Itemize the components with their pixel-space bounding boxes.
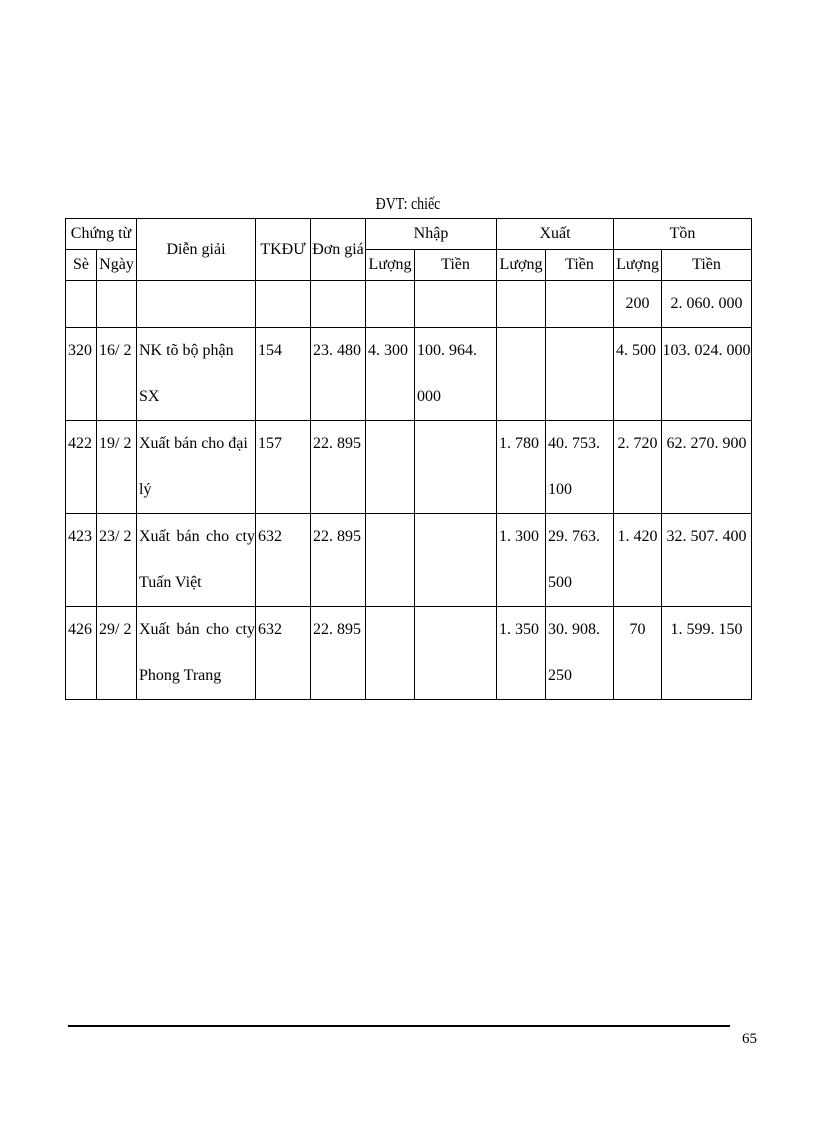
opening-ton-tien: 2. 060. 000: [662, 281, 752, 328]
cell-nhap-luong: [366, 514, 415, 607]
cell-nhap-tien: [415, 607, 497, 700]
cell-ngay: 19/ 2: [97, 421, 137, 514]
cell-tkdu: 632: [256, 514, 311, 607]
opening-balance-row: [66, 281, 752, 328]
unit-label: ĐVT: chiếc: [375, 194, 441, 213]
cell-ngay: 29/ 2: [97, 607, 137, 700]
cell-ton-luong: 1. 420: [614, 514, 662, 607]
cell-so: 320: [66, 328, 97, 421]
cell-nhap-luong: [366, 421, 415, 514]
cell-nhap-luong: 4. 300: [366, 328, 415, 421]
header-row-top: [66, 219, 752, 250]
footer-divider: [68, 1025, 730, 1027]
header-nhap: Nhập: [366, 219, 497, 250]
cell-dien-giai: Xuất bán cho đại lý: [137, 421, 256, 514]
cell-xuat-tien: 30. 908. 250: [546, 607, 614, 700]
header-ton-tien: Tiền: [662, 250, 752, 281]
header-tkdu: TKĐƯ: [256, 219, 311, 281]
cell-tkdu: 154: [256, 328, 311, 421]
cell-xuat-luong: 1. 300: [497, 514, 546, 607]
cell-dien-giai: NK tõ bộ phận SX: [137, 328, 256, 421]
opening-ton-luong: 200: [614, 281, 662, 328]
header-ton: Tồn: [614, 219, 752, 250]
header-xuat-tien: Tiền: [546, 250, 614, 281]
cell-ton-tien: 32. 507. 400: [662, 514, 752, 607]
cell-so: 426: [66, 607, 97, 700]
header-nhap-tien: Tiền: [415, 250, 497, 281]
cell-don-gia: 22. 895: [311, 607, 366, 700]
inventory-ledger-table: [65, 218, 752, 700]
cell-nhap-tien: [415, 514, 497, 607]
cell-tkdu: 157: [256, 421, 311, 514]
cell-xuat-luong: 1. 780: [497, 421, 546, 514]
cell-ton-tien: 103. 024. 000: [662, 328, 752, 421]
page-number: 65: [742, 1031, 757, 1047]
cell-xuat-luong: [497, 328, 546, 421]
cell-ton-luong: 70: [614, 607, 662, 700]
table-row: [66, 421, 752, 514]
cell-don-gia: 22. 895: [311, 421, 366, 514]
cell-xuat-luong: 1. 350: [497, 607, 546, 700]
header-ton-luong: Lượng: [614, 250, 662, 281]
cell-tkdu: 632: [256, 607, 311, 700]
cell-don-gia: 23. 480: [311, 328, 366, 421]
cell-xuat-tien: 40. 753. 100: [546, 421, 614, 514]
cell-xuat-tien: 29. 763. 500: [546, 514, 614, 607]
header-so: Sè: [66, 250, 97, 281]
header-ngay: Ngày: [97, 250, 137, 281]
cell-nhap-tien: [415, 421, 497, 514]
cell-so: 422: [66, 421, 97, 514]
cell-so: 423: [66, 514, 97, 607]
cell-ngay: 23/ 2: [97, 514, 137, 607]
header-dien-giai: Diễn giải: [137, 219, 256, 281]
cell-nhap-luong: [366, 607, 415, 700]
cell-xuat-tien: [546, 328, 614, 421]
cell-dien-giai: Xuất bán cho cty Phong Trang: [137, 607, 256, 700]
header-nhap-luong: Lượng: [366, 250, 415, 281]
header-don-gia: Đơn giá: [311, 219, 366, 281]
cell-dien-giai: Xuất bán cho cty Tuấn Việt: [137, 514, 256, 607]
table-row: [66, 514, 752, 607]
header-chung-tu: Chứng từ: [66, 219, 137, 250]
cell-ton-tien: 62. 270. 900: [662, 421, 752, 514]
cell-ton-tien: 1. 599. 150: [662, 607, 752, 700]
table-row: [66, 607, 752, 700]
cell-ton-luong: 4. 500: [614, 328, 662, 421]
cell-don-gia: 22. 895: [311, 514, 366, 607]
cell-ngay: 16/ 2: [97, 328, 137, 421]
cell-ton-luong: 2. 720: [614, 421, 662, 514]
header-xuat: Xuất: [497, 219, 614, 250]
header-xuat-luong: Lượng: [497, 250, 546, 281]
table-row: [66, 328, 752, 421]
cell-nhap-tien: 100. 964. 000: [415, 328, 497, 421]
